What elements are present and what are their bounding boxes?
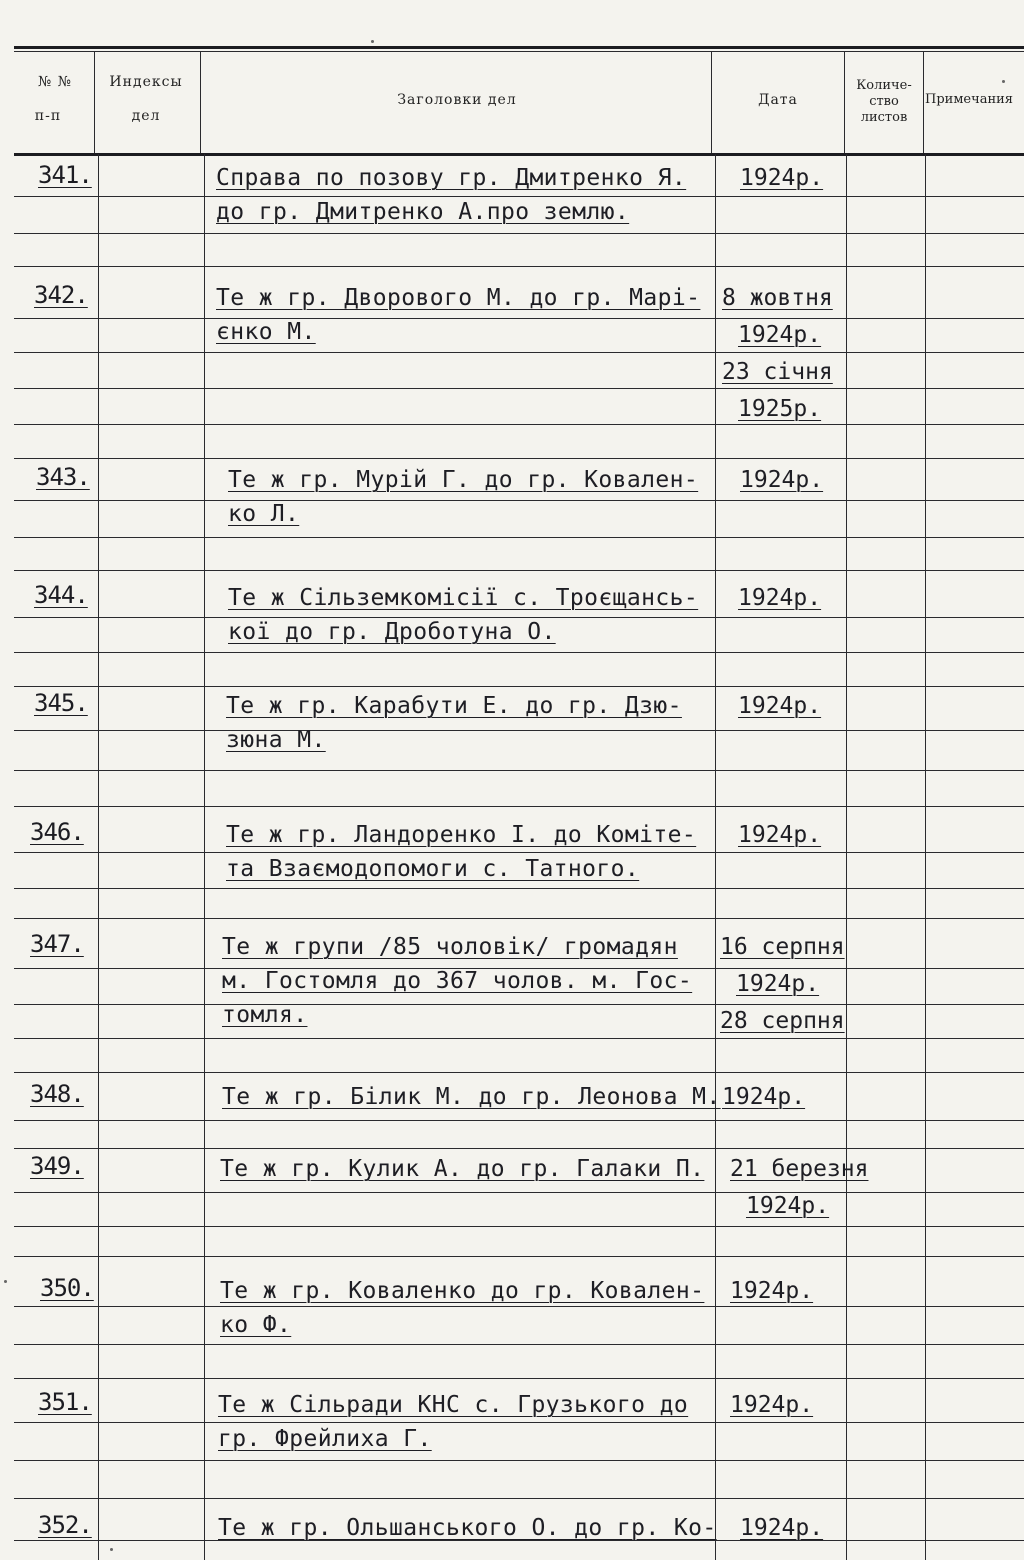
ruled-line bbox=[14, 806, 1024, 807]
ruled-line bbox=[14, 458, 1024, 459]
ruled-line bbox=[14, 1192, 1024, 1193]
col-line-4 bbox=[846, 154, 847, 1560]
row-number: 342. bbox=[34, 281, 88, 309]
row-number: 343. bbox=[36, 463, 90, 491]
case-date-line: 1924р. bbox=[746, 1193, 830, 1219]
case-title-line: Те ж гр. Коваленко до гр. Ковален- bbox=[220, 1278, 705, 1304]
ruled-line bbox=[14, 1148, 1024, 1149]
row-number: 351. bbox=[38, 1388, 92, 1416]
case-title-line: Те ж гр. Дворового М. до гр. Марі- bbox=[216, 285, 701, 311]
ruled-line bbox=[14, 1004, 1024, 1005]
col-line-1 bbox=[98, 154, 99, 1560]
scan-speck bbox=[1002, 80, 1005, 83]
case-date-line: 16 серпня bbox=[720, 934, 845, 960]
case-title-line: гр. Фрейлиха Г. bbox=[218, 1426, 432, 1452]
header-divider-1 bbox=[94, 52, 95, 153]
case-title-line: Те ж гр. Мурій Г. до гр. Ковален- bbox=[228, 467, 699, 493]
ruled-line bbox=[14, 1422, 1024, 1423]
ruled-line bbox=[14, 233, 1024, 234]
ruled-line bbox=[14, 617, 1024, 618]
case-title-line: Те ж гр. Білик М. до гр. Леонова М. bbox=[222, 1084, 721, 1110]
row-number: 352. bbox=[38, 1511, 92, 1539]
case-date-line: 1924р. bbox=[730, 1278, 814, 1304]
case-title-line: Те ж Сільради КНС с. Грузького до bbox=[218, 1392, 689, 1418]
header-divider-3 bbox=[711, 52, 712, 153]
ruled-line bbox=[14, 500, 1024, 501]
ruled-line bbox=[14, 770, 1024, 771]
case-date-line: 1924р. bbox=[740, 165, 824, 191]
ruled-line bbox=[14, 1498, 1024, 1499]
header-number-label: № № bbox=[38, 74, 72, 90]
case-title-line: Те ж гр. Ландоренко І. до Коміте- bbox=[226, 822, 697, 848]
row-number: 350. bbox=[40, 1274, 94, 1302]
case-date-line: 1924р. bbox=[722, 1084, 806, 1110]
case-date-line: 1924р. bbox=[738, 322, 822, 348]
case-date-line: 8 жовтня bbox=[722, 285, 833, 311]
row-number: 341. bbox=[38, 161, 92, 189]
header-date-label: Дата bbox=[758, 92, 798, 108]
case-title-line: до гр. Дмитренко А.про землю. bbox=[216, 199, 630, 225]
ruled-line bbox=[14, 196, 1024, 197]
ruled-line bbox=[14, 318, 1024, 319]
case-date-line: 1924р. bbox=[738, 822, 822, 848]
case-date-line: 1924р. bbox=[740, 1515, 824, 1541]
ruled-line bbox=[14, 1120, 1024, 1121]
header-notes-label: Примечания bbox=[925, 92, 1014, 107]
case-title-line: томля. bbox=[222, 1002, 308, 1028]
header-sheets-label-3: листов bbox=[860, 110, 908, 125]
header-bottom-rule bbox=[14, 153, 1024, 156]
col-line-2 bbox=[204, 154, 205, 1560]
case-date-line: 1924р. bbox=[730, 1392, 814, 1418]
header-title-label: Заголовки дел bbox=[397, 92, 517, 108]
ruled-line bbox=[14, 730, 1024, 731]
case-date-line: 1924р. bbox=[738, 693, 822, 719]
ruled-line bbox=[14, 686, 1024, 687]
header-sheets-label-1: Количе- bbox=[856, 78, 912, 93]
col-line-5 bbox=[925, 154, 926, 1560]
scan-speck bbox=[371, 40, 374, 43]
case-title-line: ко Л. bbox=[228, 501, 300, 527]
case-date-line: 21 березня bbox=[730, 1156, 869, 1182]
case-title-line: зюна М. bbox=[226, 727, 326, 753]
row-number: 344. bbox=[34, 581, 88, 609]
ruled-line bbox=[14, 1038, 1024, 1039]
case-title-line: єнко М. bbox=[216, 319, 316, 345]
case-title-line: ко Ф. bbox=[220, 1312, 292, 1338]
header-number-sub: п-п bbox=[34, 108, 62, 124]
ruled-line bbox=[14, 1072, 1024, 1073]
ruled-line bbox=[14, 652, 1024, 653]
case-title-line: Те ж гр. Кулик А. до гр. Галаки П. bbox=[220, 1156, 705, 1182]
header-sheets-label-2: ство bbox=[869, 94, 899, 109]
case-date-line: 28 серпня bbox=[720, 1008, 845, 1034]
top-rule-2 bbox=[14, 51, 1024, 52]
case-title-line: Те ж гр. Ольшанського О. до гр. Ко- bbox=[218, 1515, 717, 1541]
header-index-label: Индексы bbox=[109, 74, 183, 90]
case-date-line: 23 січня bbox=[722, 359, 833, 385]
case-date-line: 1924р. bbox=[740, 467, 824, 493]
row-number: 345. bbox=[34, 689, 88, 717]
case-title-line: кої до гр. Дроботуна О. bbox=[228, 619, 556, 645]
ruled-line bbox=[14, 1306, 1024, 1307]
ruled-line bbox=[14, 352, 1024, 353]
scan-speck bbox=[4, 1280, 7, 1283]
row-number: 346. bbox=[30, 818, 84, 846]
ruled-line bbox=[14, 1460, 1024, 1461]
ruled-line bbox=[14, 388, 1024, 389]
header-divider-2 bbox=[200, 52, 201, 153]
ruled-line bbox=[14, 570, 1024, 571]
ruled-line bbox=[14, 918, 1024, 919]
ruled-line bbox=[14, 1256, 1024, 1257]
case-title-line: та Взаємодопомоги с. Татного. bbox=[226, 856, 640, 882]
case-title-line: Справа по позову гр. Дмитренко Я. bbox=[216, 165, 687, 191]
ruled-line bbox=[14, 537, 1024, 538]
ruled-line bbox=[14, 1226, 1024, 1227]
ruled-line bbox=[14, 266, 1024, 267]
case-date-line: 1925р. bbox=[738, 396, 822, 422]
case-title-line: Те ж групи /85 чоловік/ громадян bbox=[222, 934, 678, 960]
header-index-sub: дел bbox=[131, 108, 161, 124]
case-date-line: 1924р. bbox=[738, 585, 822, 611]
top-rule bbox=[14, 46, 1024, 49]
ruled-line bbox=[14, 888, 1024, 889]
ruled-line bbox=[14, 1378, 1024, 1379]
ruled-line bbox=[14, 424, 1024, 425]
case-title-line: Те ж Сільземкомісії с. Троєщансь- bbox=[228, 585, 699, 611]
row-number: 348. bbox=[30, 1080, 84, 1108]
ruled-line bbox=[14, 852, 1024, 853]
header-divider-5 bbox=[923, 52, 924, 153]
scan-speck bbox=[110, 1548, 113, 1551]
case-title-line: м. Гостомля до 367 чолов. м. Гос- bbox=[222, 968, 693, 994]
ruled-line bbox=[14, 1344, 1024, 1345]
col-line-3 bbox=[715, 154, 716, 1560]
row-number: 347. bbox=[30, 930, 84, 958]
case-date-line: 1924р. bbox=[736, 971, 820, 997]
case-title-line: Те ж гр. Карабути Е. до гр. Дзю- bbox=[226, 693, 682, 719]
row-number: 349. bbox=[30, 1152, 84, 1180]
